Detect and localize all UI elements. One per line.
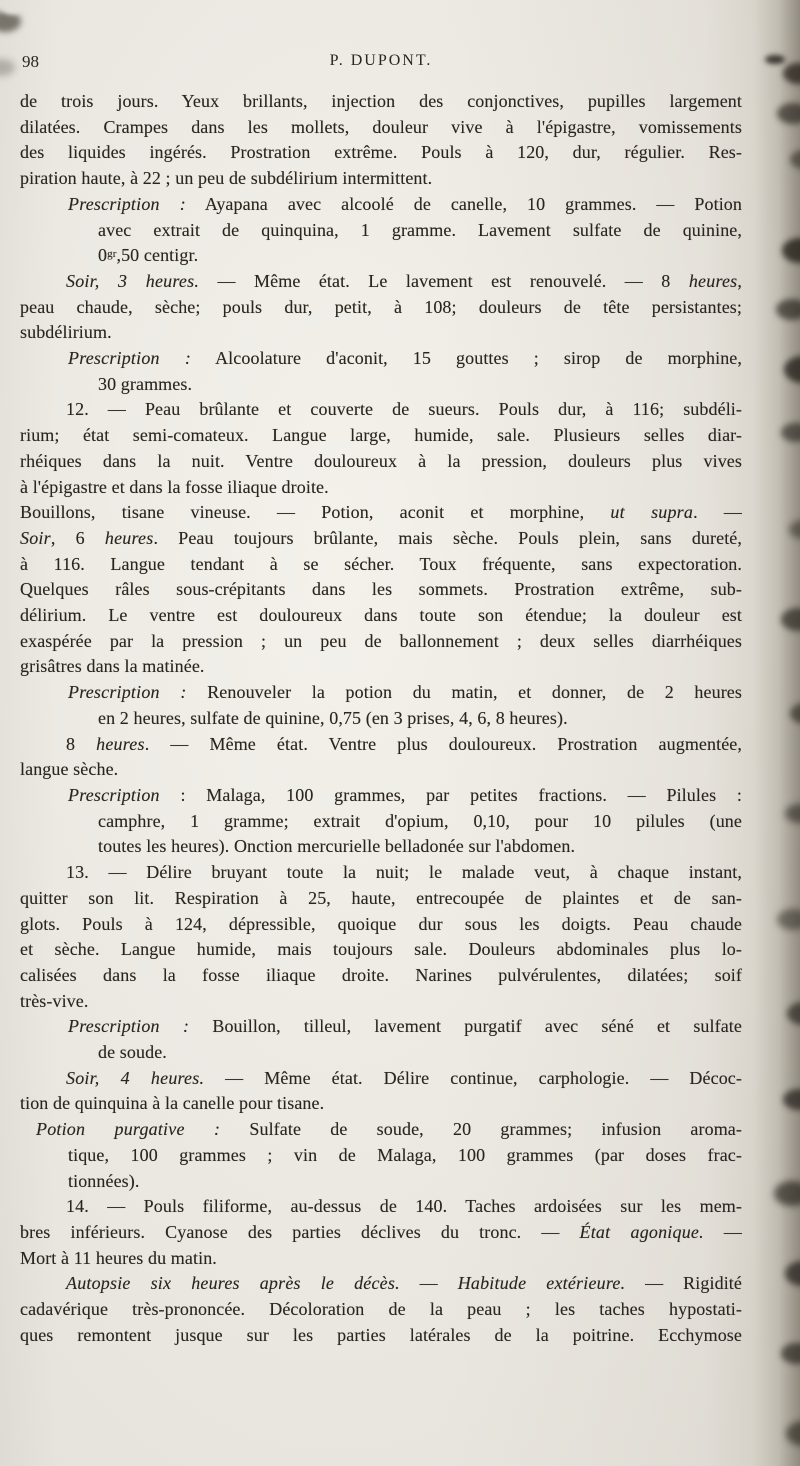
text-line: rhéiques dans la nuit. Ventre douloureux à la pression, douleurs plus vives [20,450,742,471]
page-header [20,52,742,76]
text-line: tique, 100 grammes ; vin de Malaga, 100 grammes (par doses frac- [68,1144,742,1165]
text-line: grisâtres dans la matinée. [20,656,205,677]
text-line: Quelques râles sous-crépitants dans les sommets. Prostration extrême, sub- [20,579,742,600]
text-line: Soir, 3 heures. — Même état. Le lavement est renouvelé. — 8 heures, [66,270,742,291]
text-line: glots. Pouls à 124, dépressible, quoique dur sous les doigts. Peau chaude [20,913,742,934]
text-line: dilatées. Crampes dans les mollets, douleur vive à l'épigastre, vomissements [20,116,742,137]
text-line: 12. — Peau brûlante et couverte de sueurs. Pouls dur, à 116; subdéli- [66,399,742,420]
text-line: piration haute, à 22 ; un peu de subdélirium intermittent. [20,168,433,189]
text-line: Prescription : Bouillon, tilleul, lavement purgatif avec séné et sulfate [68,1016,742,1037]
text-line: à 116. Langue tendant à se sécher. Toux fréquente, sans expectoration. [20,553,742,574]
text-line: Bouillons, tisane vineuse. — Potion, aconit et morphine, ut supra. — [20,502,742,523]
text-line: et sèche. Langue humide, mais toujours sale. Douleurs abdominales plus lo- [20,939,742,960]
text-line: Mort à 11 heures du matin. [20,1247,217,1268]
text-line: calisées dans la fosse iliaque droite. Narines pulvérulentes, dilatées; soif [20,964,742,985]
text-line: camphre, 1 gramme; extrait d'opium, 0,10, pour 10 pilules (une [98,810,742,831]
text-line: des liquides ingérés. Prostration extrême. Pouls à 120, dur, régulier. Res- [20,142,742,163]
text-line: Soir, 6 heures. Peau toujours brûlante, mais sèche. Pouls plein, sans dureté, [20,527,742,548]
text-line: bres inférieurs. Cyanose des parties déclives du tronc. — État agonique. — [20,1221,742,1242]
text-line: à l'épigastre et dans la fosse iliaque droite. [20,476,329,497]
text-line: Prescription : Alcoolature d'aconit, 15 gouttes ; sirop de morphine, [68,348,742,369]
text-line: tionnées). [68,1170,140,1191]
text-line: cadavérique très-prononcée. Décoloration de la peau ; les taches hypostati- [20,1299,742,1320]
text-line: rium; état semi-comateux. Langue large, humide, sale. Plusieurs selles diar- [20,425,742,446]
text-line: quitter son lit. Respiration à 25, haute, entrecoupée de plaintes et de san- [20,887,742,908]
text-line: Potion purgative : Sulfate de soude, 20 grammes; infusion aroma- [36,1119,742,1140]
text-line: 8 heures. — Même état. Ventre plus douloureux. Prostration augmentée, [66,733,742,754]
running-header: P. DUPONT. [329,52,433,69]
text-line: Prescription : Ayapana avec alcoolé de canelle, 10 grammes. — Potion [68,193,742,214]
text-line: tion de quinquina à la canelle pour tisane. [20,1093,325,1114]
text-line: ques remontent jusque sur les parties latérales de la poitrine. Ecchymose [20,1324,742,1345]
text-line: 14. — Pouls filiforme, au-dessus de 140. Taches ardoisées sur les mem- [66,1196,742,1217]
text-line: Prescription : Renouveler la potion du matin, et donner, de 2 heures [68,682,742,703]
text-line: 30 grammes. [98,373,193,394]
text-line: peau chaude, sèche; pouls dur, petit, à 108; douleurs de tête persistantes; [20,296,742,317]
scan-artifacts [0,0,26,15]
text-line: de trois jours. Yeux brillants, injection des conjonctives, pupilles largement [20,91,742,111]
text-line: très-vive. [20,990,89,1011]
text-line: langue sèche. [20,759,119,780]
text-line: avec extrait de quinquina, 1 gramme. Lavement sulfate de quinine, [98,219,742,240]
text-block [20,89,742,1348]
text-line: toutes les heures). Onction mercurielle belladonée sur l'abdomen. [98,836,576,857]
text-line: délirium. Le ventre est douloureux dans toute son étendue; la douleur est [20,605,742,626]
text-line: exaspérée par la pression ; un peu de ballonnement ; deux selles diarrhéiques [20,630,742,651]
text-line: 13. — Délire bruyant toute la nuit; le malade veut, à chaque instant, [66,862,742,883]
gutter-shadow [754,0,800,1466]
page-number: 98 [22,52,39,71]
text-line: en 2 heures, sulfate de quinine, 0,75 (en 3 prises, 4, 6, 8 heures). [98,707,568,728]
text-line: $0^{gr},50$ centigr. [98,245,199,266]
text-line: de soude. [98,1042,167,1063]
text-line: Soir, 4 heures. — Même état. Délire continue, carphologie. — Décoc- [66,1067,742,1088]
text-line: subdélirium. [20,322,112,343]
text-line: Prescription : Malaga, 100 grammes, par petites fractions. — Pilules : [68,784,742,805]
text-line: Autopsie six heures après le décès. — Habitude extérieure. — Rigidité [66,1273,742,1294]
